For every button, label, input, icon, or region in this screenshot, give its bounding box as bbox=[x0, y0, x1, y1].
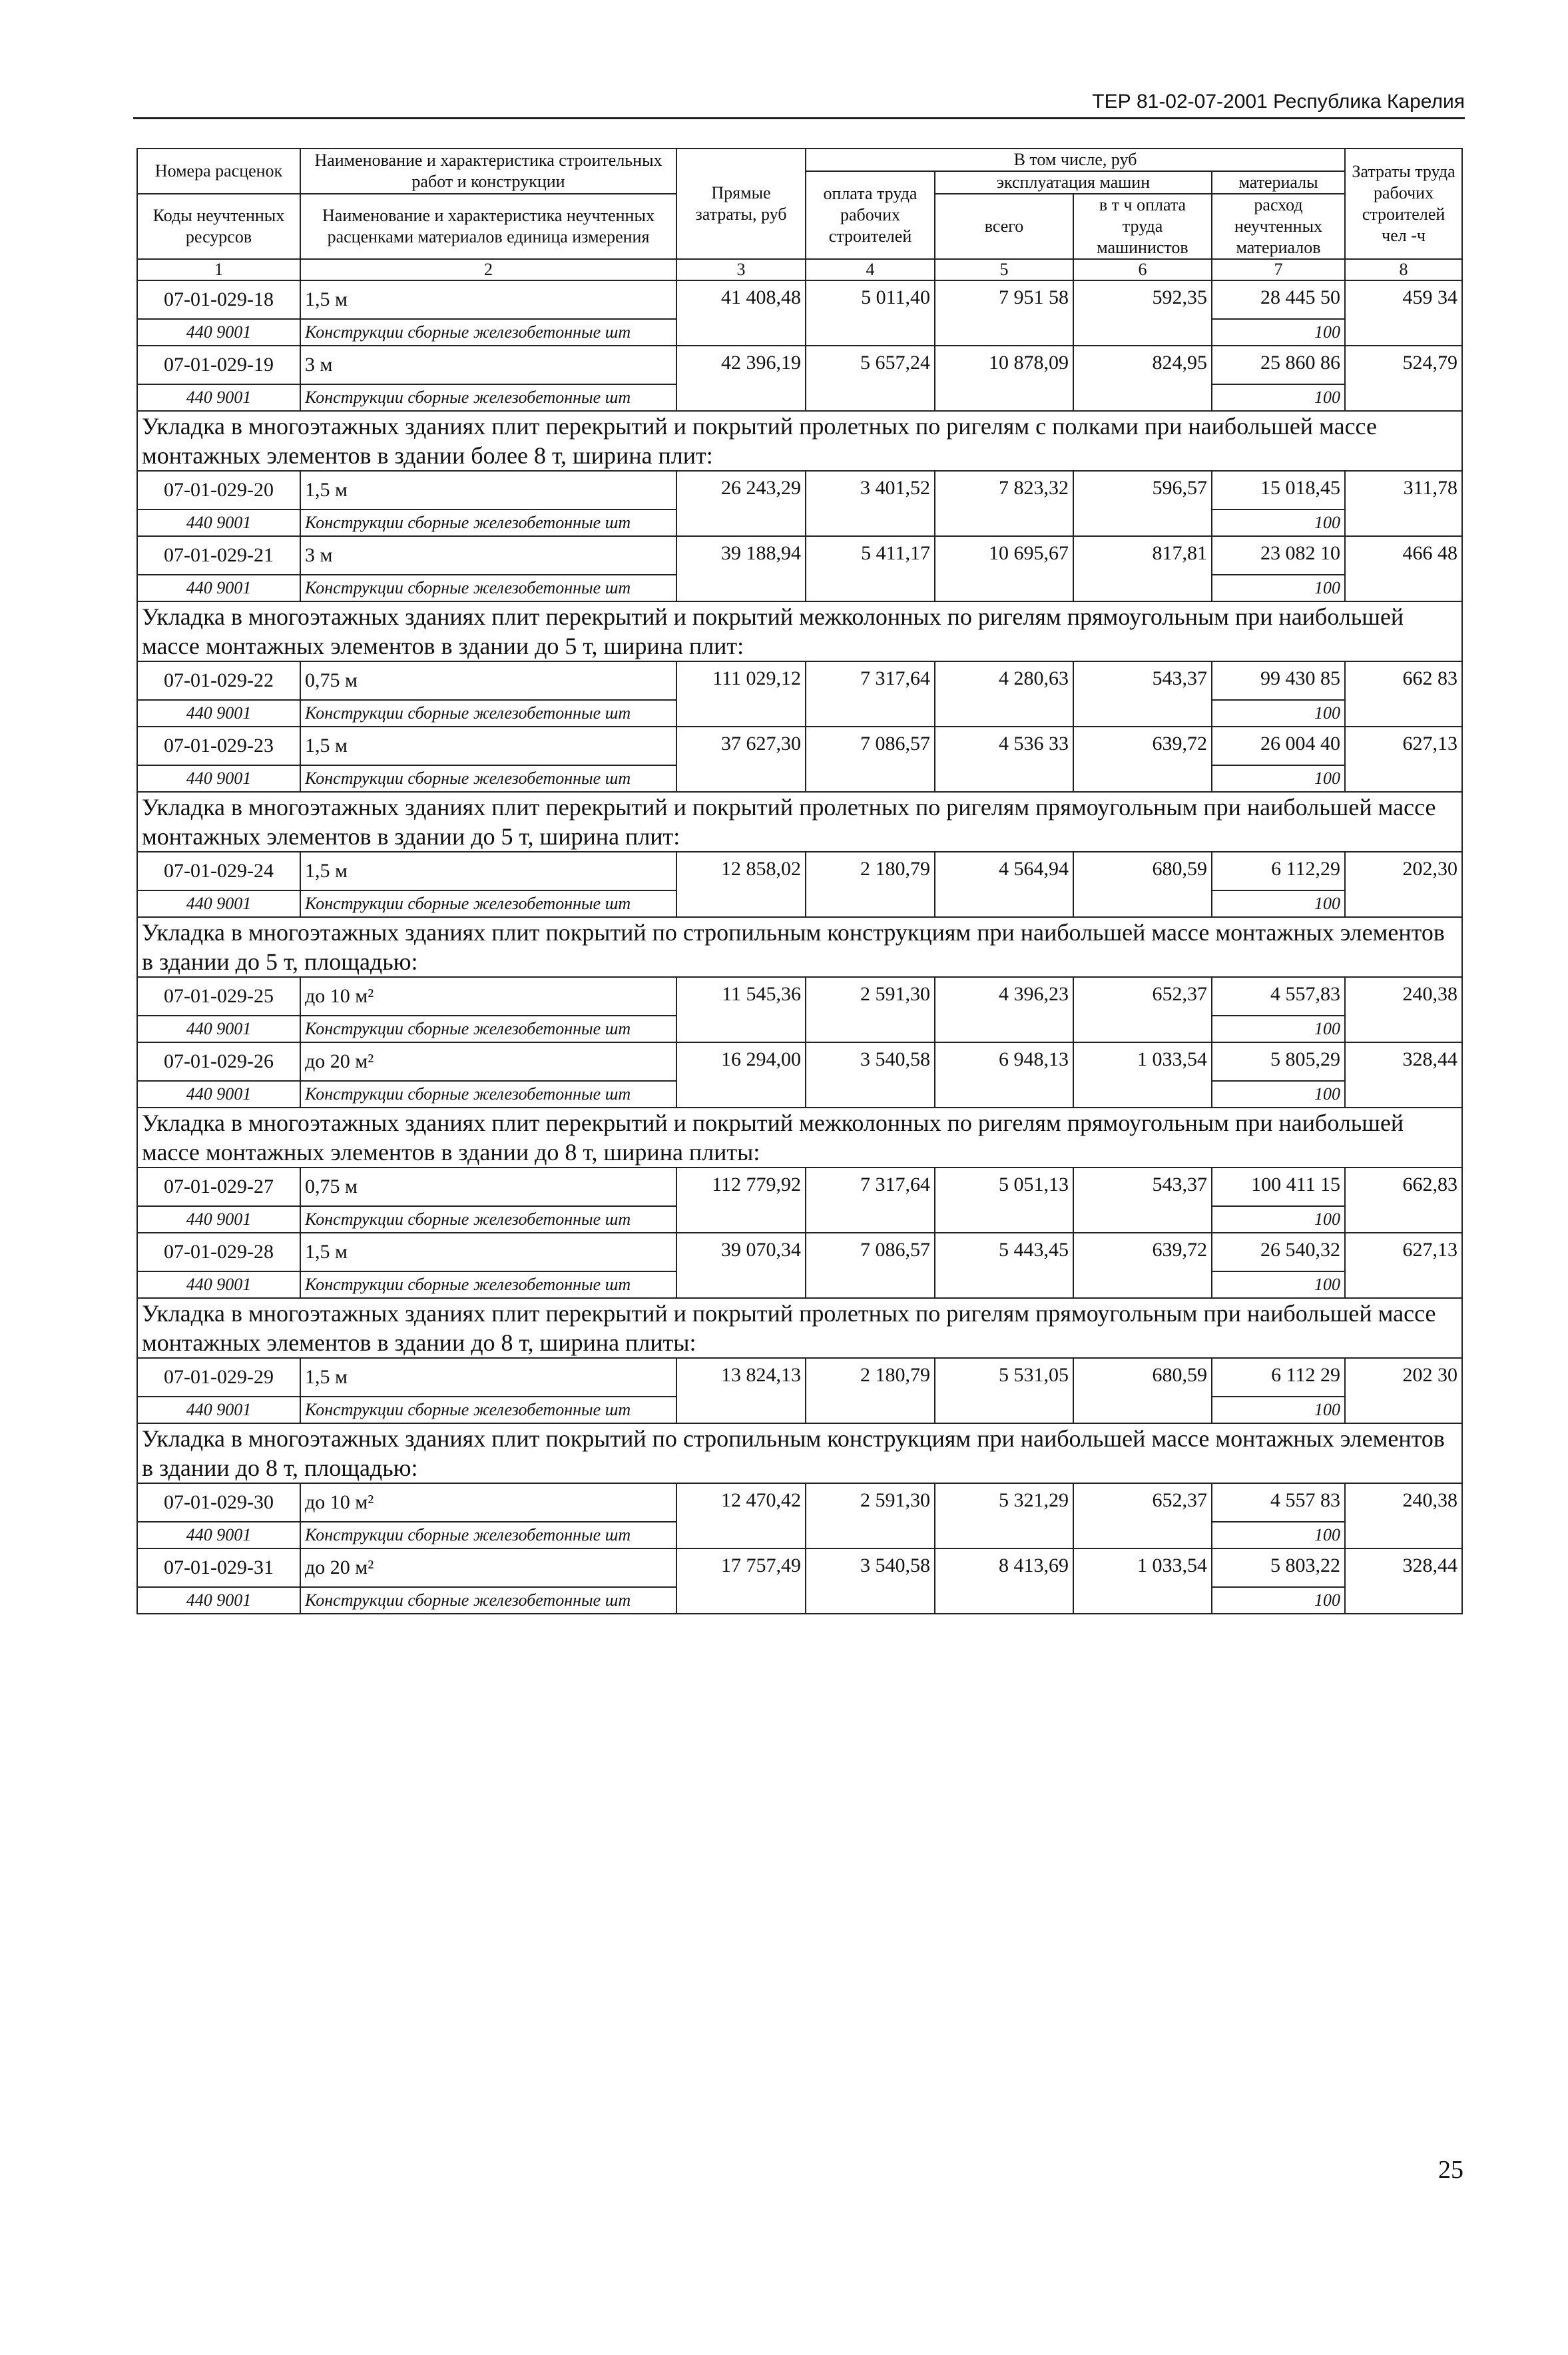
rate-code: 07-01-029-24 bbox=[137, 852, 300, 890]
head-code-top: Номера расценок bbox=[137, 149, 300, 194]
wage-cost: 5 411,17 bbox=[806, 536, 935, 601]
labor-cost: 662,83 bbox=[1345, 1168, 1462, 1233]
material-name: Конструкции сборные железобетонные шт bbox=[300, 1271, 676, 1298]
head-name-top: Наименование и характеристика строительных работ и конструкции bbox=[300, 149, 676, 194]
head-machines-total: всего bbox=[935, 194, 1073, 259]
column-number: 4 bbox=[806, 259, 935, 280]
table-head bbox=[137, 149, 1462, 280]
labor-cost: 524,79 bbox=[1345, 346, 1462, 411]
materials-cost: 23 082 10 bbox=[1212, 536, 1345, 575]
rate-code: 07-01-029-28 bbox=[137, 1233, 300, 1271]
machines-total: 4 396,23 bbox=[935, 977, 1073, 1042]
column-number: 3 bbox=[676, 259, 806, 280]
materials-cost: 26 004 40 bbox=[1212, 727, 1345, 765]
material-code: 440 9001 bbox=[137, 1081, 300, 1108]
column-number: 8 bbox=[1345, 259, 1462, 280]
machinist-wage: 639,72 bbox=[1073, 1233, 1212, 1298]
wage-cost: 5 657,24 bbox=[806, 346, 935, 411]
materials-cost: 99 430 85 bbox=[1212, 661, 1345, 700]
direct-cost: 17 757,49 bbox=[676, 1548, 806, 1614]
material-name: Конструкции сборные железобетонные шт bbox=[300, 1587, 676, 1614]
materials-cost: 4 557 83 bbox=[1212, 1483, 1345, 1522]
wage-cost: 3 540,58 bbox=[806, 1042, 935, 1108]
materials-cost: 6 112 29 bbox=[1212, 1358, 1345, 1397]
labor-cost: 328,44 bbox=[1345, 1548, 1462, 1614]
table-row bbox=[137, 536, 1462, 575]
direct-cost: 111 029,12 bbox=[676, 661, 806, 727]
head-wage: оплата труда рабочих строителей bbox=[806, 171, 935, 259]
rate-code: 07-01-029-27 bbox=[137, 1168, 300, 1206]
materials-cost: 5 803,22 bbox=[1212, 1548, 1345, 1587]
materials-cost: 28 445 50 bbox=[1212, 280, 1345, 319]
table-row bbox=[137, 471, 1462, 509]
head-direct: Прямые затраты, руб bbox=[676, 149, 806, 259]
machinist-wage: 1 033,54 bbox=[1073, 1548, 1212, 1614]
materials-cost: 4 557,83 bbox=[1212, 977, 1345, 1016]
material-name: Конструкции сборные железобетонные шт bbox=[300, 1206, 676, 1233]
machines-total: 5 531,05 bbox=[935, 1358, 1073, 1423]
column-number: 5 bbox=[935, 259, 1073, 280]
machinist-wage: 592,35 bbox=[1073, 280, 1212, 346]
labor-cost: 662 83 bbox=[1345, 661, 1462, 727]
direct-cost: 16 294,00 bbox=[676, 1042, 806, 1108]
rate-code: 07-01-029-29 bbox=[137, 1358, 300, 1397]
material-code: 440 9001 bbox=[137, 1271, 300, 1298]
material-consumption: 100 bbox=[1212, 1016, 1345, 1042]
section-title-row bbox=[137, 601, 1462, 661]
machines-total: 5 051,13 bbox=[935, 1168, 1073, 1233]
work-name: до 10 м² bbox=[300, 977, 676, 1016]
work-name: 1,5 м bbox=[300, 727, 676, 765]
page-number: 25 bbox=[1438, 2156, 1463, 2184]
work-name: до 20 м² bbox=[300, 1548, 676, 1587]
material-name: Конструкции сборные железобетонные шт bbox=[300, 575, 676, 601]
material-code: 440 9001 bbox=[137, 319, 300, 346]
rate-code: 07-01-029-18 bbox=[137, 280, 300, 319]
rate-code: 07-01-029-23 bbox=[137, 727, 300, 765]
machinist-wage: 680,59 bbox=[1073, 852, 1212, 917]
material-consumption: 100 bbox=[1212, 1397, 1345, 1423]
table-row bbox=[137, 1483, 1462, 1522]
material-name: Конструкции сборные железобетонные шт bbox=[300, 1016, 676, 1042]
work-name: до 20 м² bbox=[300, 1042, 676, 1081]
table-body bbox=[137, 280, 1462, 1614]
material-code: 440 9001 bbox=[137, 890, 300, 917]
direct-cost: 11 545,36 bbox=[676, 977, 806, 1042]
wage-cost: 2 180,79 bbox=[806, 852, 935, 917]
section-title: Укладка в многоэтажных зданиях плит перекрытий и покрытий межколонных по ригелям прямоугольным при наибольшей массе монтажных элементов в здании до 5 т, ширина плит: bbox=[137, 601, 1462, 661]
labor-cost: 240,38 bbox=[1345, 977, 1462, 1042]
labor-cost: 627,13 bbox=[1345, 727, 1462, 792]
materials-cost: 15 018,45 bbox=[1212, 471, 1345, 509]
materials-cost: 26 540,32 bbox=[1212, 1233, 1345, 1271]
machinist-wage: 652,37 bbox=[1073, 1483, 1212, 1548]
material-consumption: 100 bbox=[1212, 890, 1345, 917]
machinist-wage: 639,72 bbox=[1073, 727, 1212, 792]
rate-code: 07-01-029-30 bbox=[137, 1483, 300, 1522]
work-name: 0,75 м bbox=[300, 661, 676, 700]
column-number: 2 bbox=[300, 259, 676, 280]
machinist-wage: 652,37 bbox=[1073, 977, 1212, 1042]
machinist-wage: 1 033,54 bbox=[1073, 1042, 1212, 1108]
machines-total: 10 878,09 bbox=[935, 346, 1073, 411]
column-number: 6 bbox=[1073, 259, 1212, 280]
document-code: ТЕР 81-02-07-2001 Республика Карелия bbox=[1092, 91, 1465, 113]
rate-code: 07-01-029-20 bbox=[137, 471, 300, 509]
material-consumption: 100 bbox=[1212, 384, 1345, 411]
material-code: 440 9001 bbox=[137, 1206, 300, 1233]
section-title: Укладка в многоэтажных зданиях плит покрытий по стропильным конструкциям при наибольшей массе монтажных элементов в здании до 5 т, площадью: bbox=[137, 917, 1462, 977]
materials-cost: 100 411 15 bbox=[1212, 1168, 1345, 1206]
material-consumption: 100 bbox=[1212, 765, 1345, 792]
machines-total: 8 413,69 bbox=[935, 1548, 1073, 1614]
material-name: Конструкции сборные железобетонные шт bbox=[300, 765, 676, 792]
direct-cost: 39 188,94 bbox=[676, 536, 806, 601]
wage-cost: 7 086,57 bbox=[806, 1233, 935, 1298]
head-code-bottom: Коды неучтенных ресурсов bbox=[137, 194, 300, 259]
rate-code: 07-01-029-21 bbox=[137, 536, 300, 575]
direct-cost: 13 824,13 bbox=[676, 1358, 806, 1423]
material-consumption: 100 bbox=[1212, 575, 1345, 601]
table-row bbox=[137, 977, 1462, 1016]
machines-total: 4 564,94 bbox=[935, 852, 1073, 917]
section-title-row bbox=[137, 1423, 1462, 1483]
direct-cost: 112 779,92 bbox=[676, 1168, 806, 1233]
direct-cost: 41 408,48 bbox=[676, 280, 806, 346]
table-row bbox=[137, 280, 1462, 319]
material-code: 440 9001 bbox=[137, 1016, 300, 1042]
head-materials: материалы bbox=[1212, 171, 1345, 194]
section-title: Укладка в многоэтажных зданиях плит перекрытий и покрытий межколонных по ригелям прямоугольным при наибольшей массе монтажных элементов в здании до 8 т, ширина плиты: bbox=[137, 1108, 1462, 1168]
work-name: 0,75 м bbox=[300, 1168, 676, 1206]
material-code: 440 9001 bbox=[137, 700, 300, 727]
wage-cost: 7 317,64 bbox=[806, 661, 935, 727]
wage-cost: 7 317,64 bbox=[806, 1168, 935, 1233]
work-name: 1,5 м bbox=[300, 471, 676, 509]
column-number: 1 bbox=[137, 259, 300, 280]
machines-total: 10 695,67 bbox=[935, 536, 1073, 601]
section-title-row bbox=[137, 917, 1462, 977]
material-code: 440 9001 bbox=[137, 509, 300, 536]
table-row bbox=[137, 346, 1462, 384]
material-consumption: 100 bbox=[1212, 1271, 1345, 1298]
work-name: 3 м bbox=[300, 346, 676, 384]
machinist-wage: 596,57 bbox=[1073, 471, 1212, 536]
material-code: 440 9001 bbox=[137, 1522, 300, 1548]
machinist-wage: 817,81 bbox=[1073, 536, 1212, 601]
machinist-wage: 543,37 bbox=[1073, 1168, 1212, 1233]
rate-code: 07-01-029-31 bbox=[137, 1548, 300, 1587]
head-incl-wage: в т ч оплата труда машинистов bbox=[1073, 194, 1212, 259]
table-row bbox=[137, 1358, 1462, 1397]
material-name: Конструкции сборные железобетонные шт bbox=[300, 1522, 676, 1548]
wage-cost: 3 540,58 bbox=[806, 1548, 935, 1614]
work-name: 1,5 м bbox=[300, 280, 676, 319]
wage-cost: 2 591,30 bbox=[806, 1483, 935, 1548]
labor-cost: 240,38 bbox=[1345, 1483, 1462, 1548]
page-header bbox=[133, 85, 1465, 119]
head-machines: эксплуатация машин bbox=[935, 171, 1212, 194]
labor-cost: 627,13 bbox=[1345, 1233, 1462, 1298]
machines-total: 5 443,45 bbox=[935, 1233, 1073, 1298]
column-numbers bbox=[137, 259, 1462, 280]
wage-cost: 3 401,52 bbox=[806, 471, 935, 536]
material-code: 440 9001 bbox=[137, 384, 300, 411]
material-consumption: 100 bbox=[1212, 1522, 1345, 1548]
machinist-wage: 824,95 bbox=[1073, 346, 1212, 411]
direct-cost: 26 243,29 bbox=[676, 471, 806, 536]
price-table bbox=[136, 148, 1463, 1614]
table-row bbox=[137, 1548, 1462, 1587]
machines-total: 6 948,13 bbox=[935, 1042, 1073, 1108]
machines-total: 7 823,32 bbox=[935, 471, 1073, 536]
material-consumption: 100 bbox=[1212, 509, 1345, 536]
machinist-wage: 543,37 bbox=[1073, 661, 1212, 727]
rate-code: 07-01-029-19 bbox=[137, 346, 300, 384]
machines-total: 4 536 33 bbox=[935, 727, 1073, 792]
labor-cost: 459 34 bbox=[1345, 280, 1462, 346]
material-name: Конструкции сборные железобетонные шт bbox=[300, 1081, 676, 1108]
wage-cost: 7 086,57 bbox=[806, 727, 935, 792]
table-row bbox=[137, 1042, 1462, 1081]
material-code: 440 9001 bbox=[137, 765, 300, 792]
wage-cost: 2 180,79 bbox=[806, 1358, 935, 1423]
section-title: Укладка в многоэтажных зданиях плит покрытий по стропильным конструкциям при наибольшей массе монтажных элементов в здании до 8 т, площадью: bbox=[137, 1423, 1462, 1483]
wage-cost: 2 591,30 bbox=[806, 977, 935, 1042]
work-name: 1,5 м bbox=[300, 852, 676, 890]
material-name: Конструкции сборные железобетонные шт bbox=[300, 319, 676, 346]
section-title: Укладка в многоэтажных зданиях плит перекрытий и покрытий пролетных по ригелям прямоугольным при наибольшей массе монтажных элементов в здании до 5 т, ширина плит: bbox=[137, 792, 1462, 852]
material-name: Конструкции сборные железобетонные шт bbox=[300, 1397, 676, 1423]
labor-cost: 202,30 bbox=[1345, 852, 1462, 917]
table-row bbox=[137, 852, 1462, 890]
table-row bbox=[137, 661, 1462, 700]
material-name: Конструкции сборные железобетонные шт bbox=[300, 509, 676, 536]
materials-cost: 5 805,29 bbox=[1212, 1042, 1345, 1081]
section-title-row bbox=[137, 1298, 1462, 1358]
column-number: 7 bbox=[1212, 259, 1345, 280]
material-name: Конструкции сборные железобетонные шт bbox=[300, 384, 676, 411]
wage-cost: 5 011,40 bbox=[806, 280, 935, 346]
machines-total: 5 321,29 bbox=[935, 1483, 1073, 1548]
head-unaccounted: расход неучтенных материалов bbox=[1212, 194, 1345, 259]
material-consumption: 100 bbox=[1212, 1587, 1345, 1614]
material-code: 440 9001 bbox=[137, 1397, 300, 1423]
machinist-wage: 680,59 bbox=[1073, 1358, 1212, 1423]
material-name: Конструкции сборные железобетонные шт bbox=[300, 700, 676, 727]
rate-code: 07-01-029-22 bbox=[137, 661, 300, 700]
machines-total: 7 951 58 bbox=[935, 280, 1073, 346]
section-title-row bbox=[137, 792, 1462, 852]
materials-cost: 6 112,29 bbox=[1212, 852, 1345, 890]
labor-cost: 466 48 bbox=[1345, 536, 1462, 601]
section-title: Укладка в многоэтажных зданиях плит перекрытий и покрытий пролетных по ригелям с полками при наибольшей массе монтажных элементов в здании более 8 т, ширина плит: bbox=[137, 411, 1462, 471]
work-name: 1,5 м bbox=[300, 1358, 676, 1397]
work-name: до 10 м² bbox=[300, 1483, 676, 1522]
labor-cost: 328,44 bbox=[1345, 1042, 1462, 1108]
section-title-row bbox=[137, 411, 1462, 471]
material-consumption: 100 bbox=[1212, 700, 1345, 727]
direct-cost: 12 470,42 bbox=[676, 1483, 806, 1548]
work-name: 1,5 м bbox=[300, 1233, 676, 1271]
head-name-bottom: Наименование и характеристика неучтенных расценками материалов единица измерения bbox=[300, 194, 676, 259]
machines-total: 4 280,63 bbox=[935, 661, 1073, 727]
material-code: 440 9001 bbox=[137, 1587, 300, 1614]
rate-code: 07-01-029-25 bbox=[137, 977, 300, 1016]
section-title-row bbox=[137, 1108, 1462, 1168]
head-labor: Затраты труда рабочих строителей чел -ч bbox=[1345, 149, 1462, 259]
material-consumption: 100 bbox=[1212, 319, 1345, 346]
direct-cost: 39 070,34 bbox=[676, 1233, 806, 1298]
material-code: 440 9001 bbox=[137, 575, 300, 601]
direct-cost: 12 858,02 bbox=[676, 852, 806, 917]
materials-cost: 25 860 86 bbox=[1212, 346, 1345, 384]
labor-cost: 202 30 bbox=[1345, 1358, 1462, 1423]
labor-cost: 311,78 bbox=[1345, 471, 1462, 536]
work-name: 3 м bbox=[300, 536, 676, 575]
table-row bbox=[137, 727, 1462, 765]
material-name: Конструкции сборные железобетонные шт bbox=[300, 890, 676, 917]
material-consumption: 100 bbox=[1212, 1206, 1345, 1233]
section-title: Укладка в многоэтажных зданиях плит перекрытий и покрытий пролетных по ригелям прямоугольным при наибольшей массе монтажных элементов в здании до 8 т, ширина плиты: bbox=[137, 1298, 1462, 1358]
material-consumption: 100 bbox=[1212, 1081, 1345, 1108]
head-incl: В том числе, руб bbox=[806, 149, 1345, 171]
table-row bbox=[137, 1233, 1462, 1271]
direct-cost: 42 396,19 bbox=[676, 346, 806, 411]
direct-cost: 37 627,30 bbox=[676, 727, 806, 792]
table-row bbox=[137, 1168, 1462, 1206]
rate-code: 07-01-029-26 bbox=[137, 1042, 300, 1081]
